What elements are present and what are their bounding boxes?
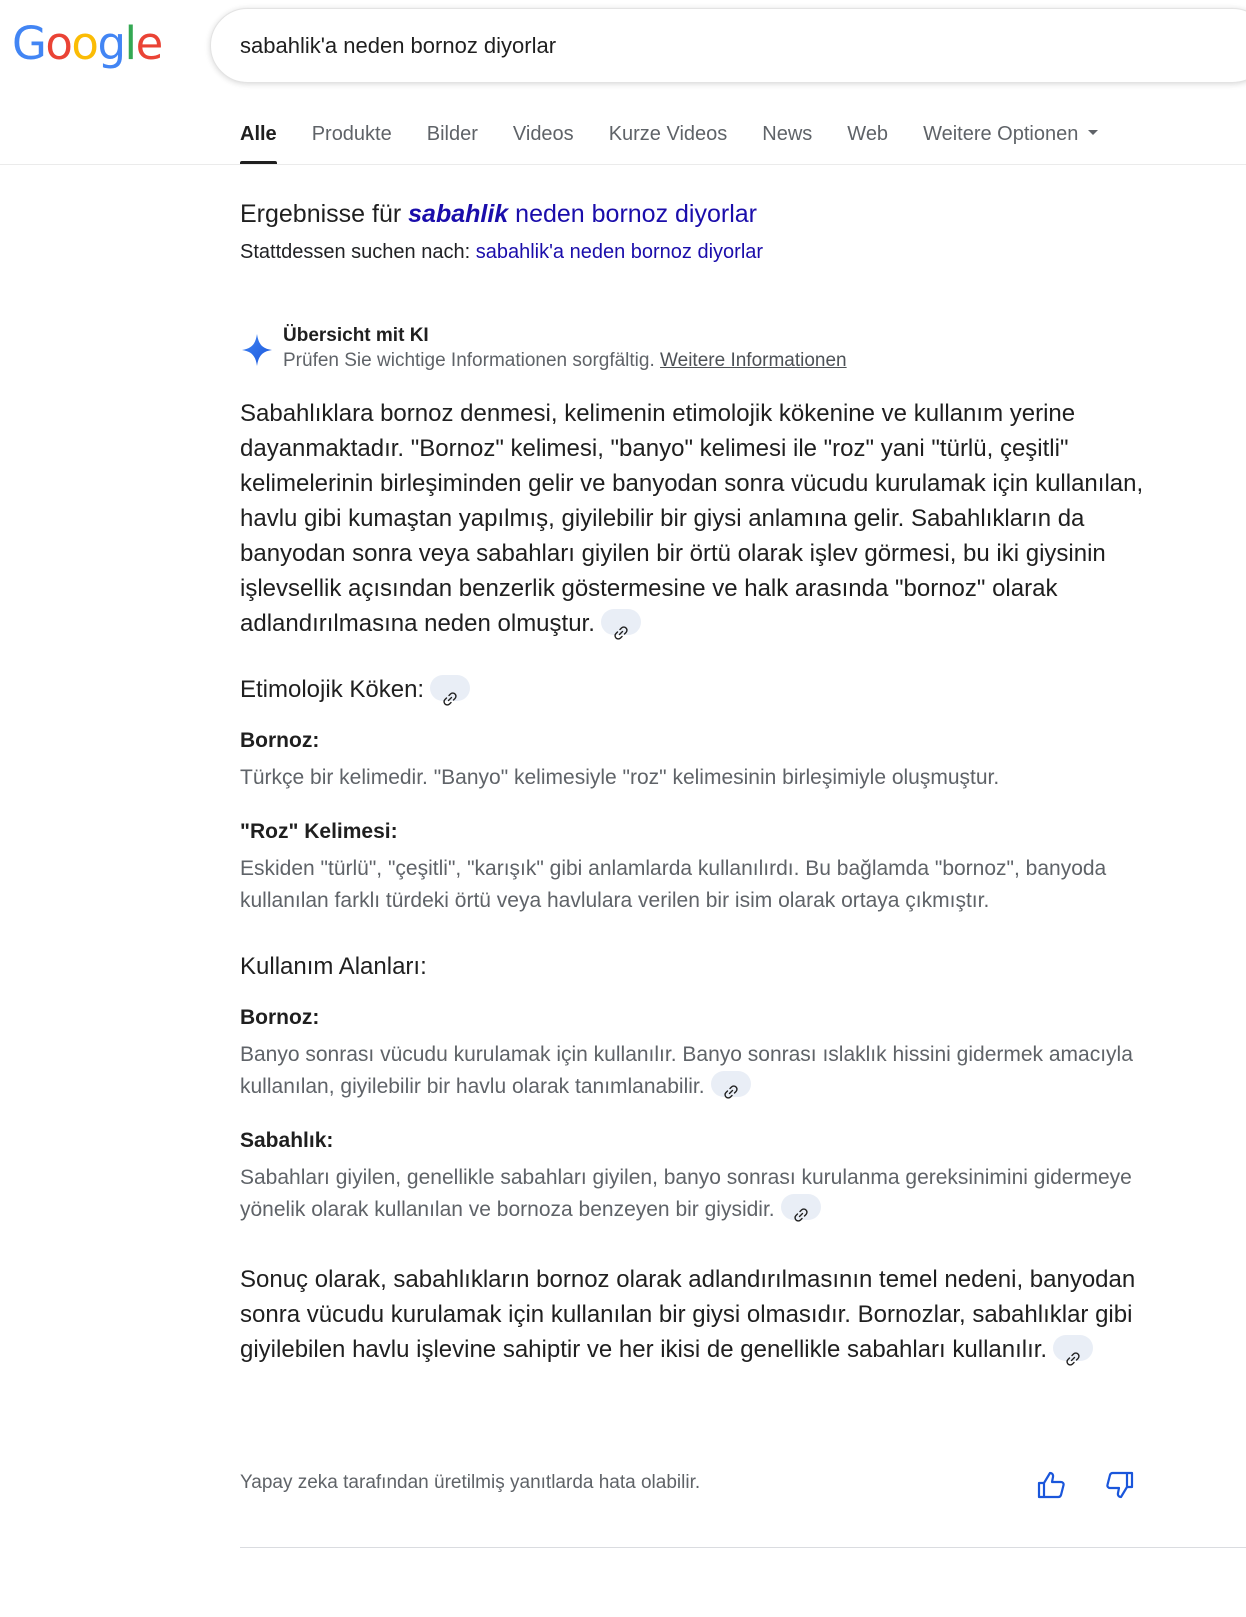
tab-videos[interactable]: Videos bbox=[512, 123, 574, 145]
thumbs-down-icon[interactable] bbox=[1105, 1470, 1135, 1500]
ai-sparkle-icon bbox=[240, 332, 274, 370]
ai-intro-text: Sabahlıklara bornoz denmesi, kelimenin etimolojik kökenine ve kullanım yerine dayanmaktadır. "Bornoz" kelimesi, "banyo" kelimesi ile "roz" yani "türlü, çeşitli" kelimelerinin birleşiminden gelir ve banyodan sonra vücudu kurulamak için kullanılan, havlu gibi kumaştan yapılmış, giyilebilir bir giysi anlamına gelir. Sabahlıkların da banyodan sonra veya sabahları giyilen bir örtü olarak işlev görmesi, bu iki giysinin işlevsellik açısından benzerlik göstermesine ve halk arasında "bornoz" olarak adlandırılmasına neden olmuştur. bbox=[240, 400, 1144, 637]
link-icon bbox=[724, 1085, 738, 1099]
bottom-divider bbox=[240, 1547, 1246, 1548]
term-heading: Bornoz: bbox=[240, 1006, 320, 1029]
tab-kurze-videos[interactable]: Kurze Videos bbox=[608, 123, 728, 145]
link-icon bbox=[1066, 1352, 1080, 1366]
corrected-word: sabahlik bbox=[408, 200, 509, 228]
search-input[interactable] bbox=[240, 31, 1200, 61]
tab-weitere-optionen-label: Weitere Optionen bbox=[923, 123, 1079, 145]
tab-web[interactable]: Web bbox=[847, 123, 889, 145]
source-link-button[interactable] bbox=[1053, 1335, 1093, 1361]
tab-alle[interactable]: Alle bbox=[240, 116, 277, 164]
thumbs-up-icon[interactable] bbox=[1036, 1470, 1066, 1500]
source-link-button[interactable] bbox=[711, 1071, 751, 1097]
ai-disclaimer: Yapay zeka tarafından üretilmiş yanıtlarda hata olabilir. bbox=[240, 1472, 701, 1493]
source-link-button[interactable] bbox=[601, 609, 641, 635]
term-heading: "Roz" Kelimesi: bbox=[240, 820, 398, 843]
more-info-link[interactable]: Weitere Informationen bbox=[660, 350, 847, 371]
tabs-divider bbox=[0, 164, 1246, 165]
ai-overview-notice: Prüfen Sie wichtige Informationen sorgfältig. bbox=[283, 350, 655, 371]
section-heading-usage: Kullanım Alanları: bbox=[240, 953, 427, 980]
search-box[interactable] bbox=[210, 8, 1246, 83]
original-query-link[interactable]: sabahlik'a neden bornoz diyorlar bbox=[475, 241, 764, 263]
term-description bbox=[240, 1162, 1160, 1226]
term-description bbox=[240, 1039, 1160, 1103]
term-heading: Sabahlık: bbox=[240, 1129, 334, 1152]
caret-down-icon bbox=[1088, 130, 1098, 135]
link-icon bbox=[443, 692, 457, 706]
term-description: Türkçe bir kelimedir. "Banyo" kelimesiyle "roz" kelimesinin birleşimiyle oluşmuştur. bbox=[240, 766, 1000, 789]
tab-bilder[interactable]: Bilder bbox=[426, 123, 478, 145]
tab-produkte[interactable]: Produkte bbox=[311, 123, 392, 145]
logo-letter: G bbox=[12, 17, 46, 70]
tab-news[interactable]: News bbox=[762, 123, 813, 145]
ai-overview-subtitle bbox=[283, 350, 847, 372]
ai-conclusion-text: Sonuç olarak, sabahlıkların bornoz olarak adlandırılmasının temel nedeni, banyodan sonra vücudu kurulamak için kullanılan bir giysi olmasıdır. Bornozlar, sabahlıklar gibi giyilebilen havlu işlevine sahiptir ve her ikisi de genellikle sabahları kullanılır. bbox=[240, 1266, 1136, 1363]
logo-letter: g bbox=[97, 17, 125, 70]
term-description-text: Banyo sonrası vücudu kurulamak için kullanılır. Banyo sonrası ıslaklık hissini gidermek amacıyla kullanılan, giyilebilir bir havlu olarak tanımlanabilir. bbox=[240, 1043, 1133, 1098]
ai-overview-content bbox=[240, 396, 1160, 1367]
google-logo[interactable] bbox=[12, 16, 162, 72]
link-icon bbox=[614, 626, 628, 640]
logo-letter: l bbox=[124, 17, 136, 70]
logo-letter: o bbox=[71, 17, 98, 70]
results-for-label: Ergebnisse für bbox=[240, 200, 402, 228]
ai-intro-paragraph bbox=[240, 396, 1160, 641]
corrected-rest: neden bornoz diyorlar bbox=[515, 200, 757, 228]
search-instead-label: Stattdessen suchen nach: bbox=[240, 241, 471, 263]
corrected-query-link[interactable] bbox=[408, 200, 757, 228]
section-heading-etymology bbox=[240, 672, 1160, 707]
source-link-button[interactable] bbox=[430, 675, 470, 701]
section-heading-text: Etimolojik Köken: bbox=[240, 676, 425, 703]
term-description: Eskiden "türlü", "çeşitli", "karışık" gibi anlamlarda kullanılırdı. Bu bağlamda "bornoz", banyoda kullanılan farklı türdeki örtü veya havlulara verilen bir isim olarak ortaya çıkmıştır. bbox=[240, 857, 1107, 912]
ai-conclusion-paragraph bbox=[240, 1262, 1160, 1367]
term-heading: Bornoz: bbox=[240, 729, 320, 752]
search-tabs bbox=[240, 116, 1133, 164]
term-description-text: Sabahları giyilen, genellikle sabahları giyilen, banyo sonrası kurulanma gereksinimini gidermeye yönelik olarak kullanılan ve bornoza benzeyen bir giysidir. bbox=[240, 1166, 1132, 1221]
source-link-button[interactable] bbox=[781, 1194, 821, 1220]
link-icon bbox=[794, 1208, 808, 1222]
ai-overview-title: Übersicht mit KI bbox=[283, 325, 429, 346]
spelling-correction bbox=[240, 200, 757, 229]
logo-letter: e bbox=[135, 17, 162, 70]
logo-letter: o bbox=[45, 17, 72, 70]
search-instead bbox=[240, 241, 763, 264]
tab-weitere-optionen[interactable] bbox=[923, 116, 1098, 164]
